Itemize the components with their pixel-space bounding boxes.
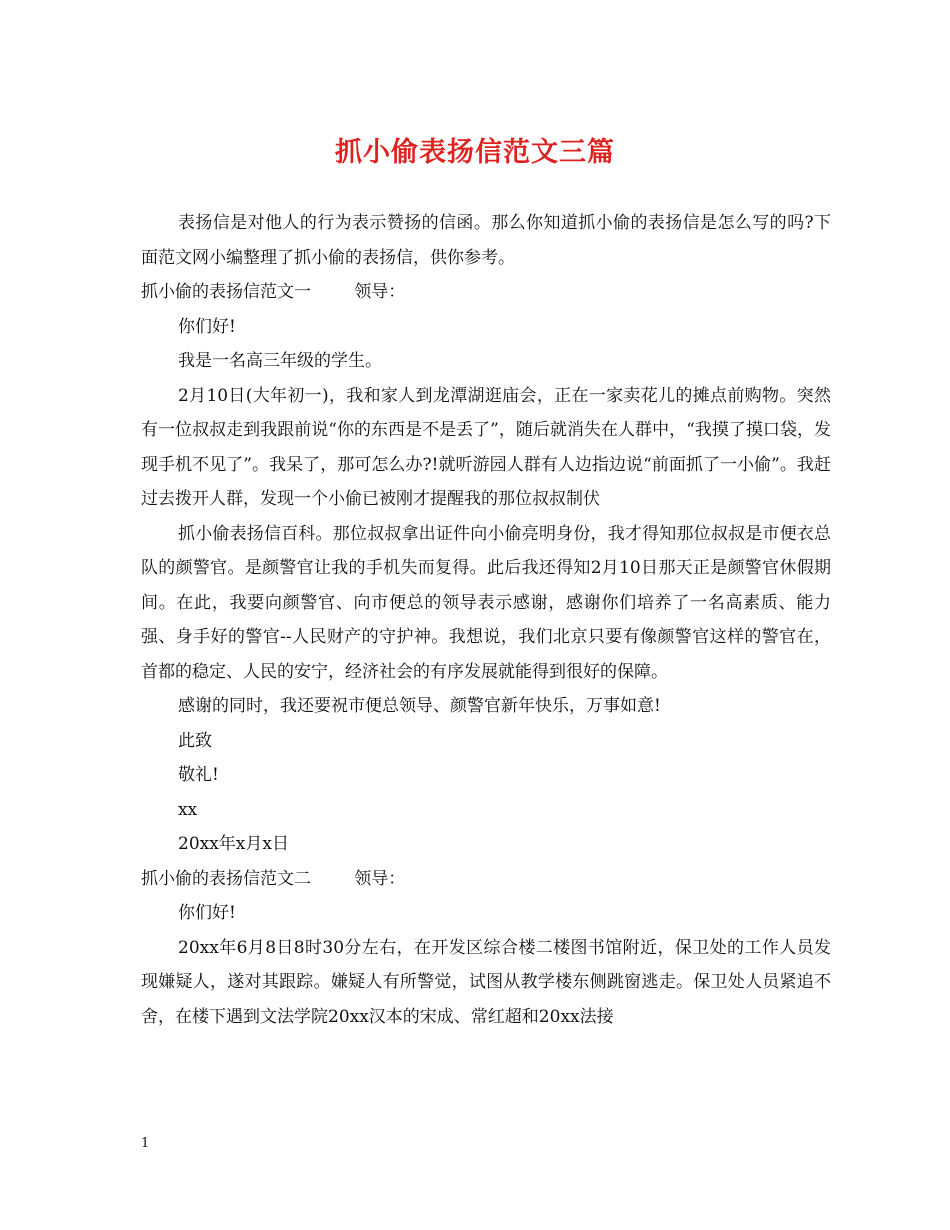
body-paragraph: 抓小偷表扬信百科。那位叔叔拿出证件向小偷亮明身份，我才得知那位叔叔是市便衣总队的颜警官。是颜警官让我的手机失而复得。此后我还得知2月10日那天正是颜警官休假期间。在此，我要向颜警官、向市便总的领导表示感谢，感谢你们培养了一名高素质、能力强、身手好的警官--人民财产的守护神。我想说，我们北京只要有像颜警官这样的警官在，首都的稳定、人民的安宁，经济社会的有序发展就能得到很好的保障。 <box>141 523 831 682</box>
body-paragraph: 2月10日(大年初一)，我和家人到龙潭湖逛庙会，正在一家卖花儿的摊点前购物。突然有一位叔叔走到我跟前说“你的东西是不是丢了”，随后就消失在人群中，“我摸了摸口袋，发现手机不见了”。我呆了，那可怎么办?!就听游园人群有人边指边说“前面抓了一小偷”。我赶过去拨开人群，发现一个小偷已被刚才提醒我的那位叔叔制伏 <box>141 385 831 509</box>
section-heading-2: 抓小偷的表扬信范文二 领导： <box>141 868 406 889</box>
closing-line: 敬礼! <box>178 765 219 785</box>
page-number: 1 <box>141 1136 150 1151</box>
signature-line: xx <box>178 799 198 820</box>
closing-line: 此致 <box>178 730 212 751</box>
section-heading-1: 抓小偷的表扬信范文一 领导： <box>141 282 406 302</box>
greeting-paragraph: 你们好! <box>178 903 236 923</box>
document-body <box>141 206 831 1034</box>
intro-paragraph: 表扬信是对他人的行为表示赞扬的信函。那么你知道抓小偷的表扬信是怎么写的吗?下面范文网小编整理了抓小偷的表扬信，供你参考。 <box>141 213 831 268</box>
body-paragraph: 感谢的同时，我还要祝市便总领导、颜警官新年快乐，万事如意! <box>178 696 661 716</box>
greeting-paragraph: 你们好! <box>178 316 236 337</box>
document-title: 抓小偷表扬信范文三篇 <box>335 137 615 168</box>
body-paragraph: 我是一名高三年级的学生。 <box>178 351 382 371</box>
body-paragraph: 20xx年6月8日8时30分左右，在开发区综合楼二楼图书馆附近，保卫处的工作人员发现嫌疑人，遂对其跟踪。嫌疑人有所警觉，试图从教学楼东侧跳窗逃走。保卫处人员紧追不舍，在楼下遇到文法学院20xx汉本的宋成、常红超和20xx法接 <box>141 937 831 1027</box>
date-line: 20xx年x月x日 <box>178 834 289 854</box>
